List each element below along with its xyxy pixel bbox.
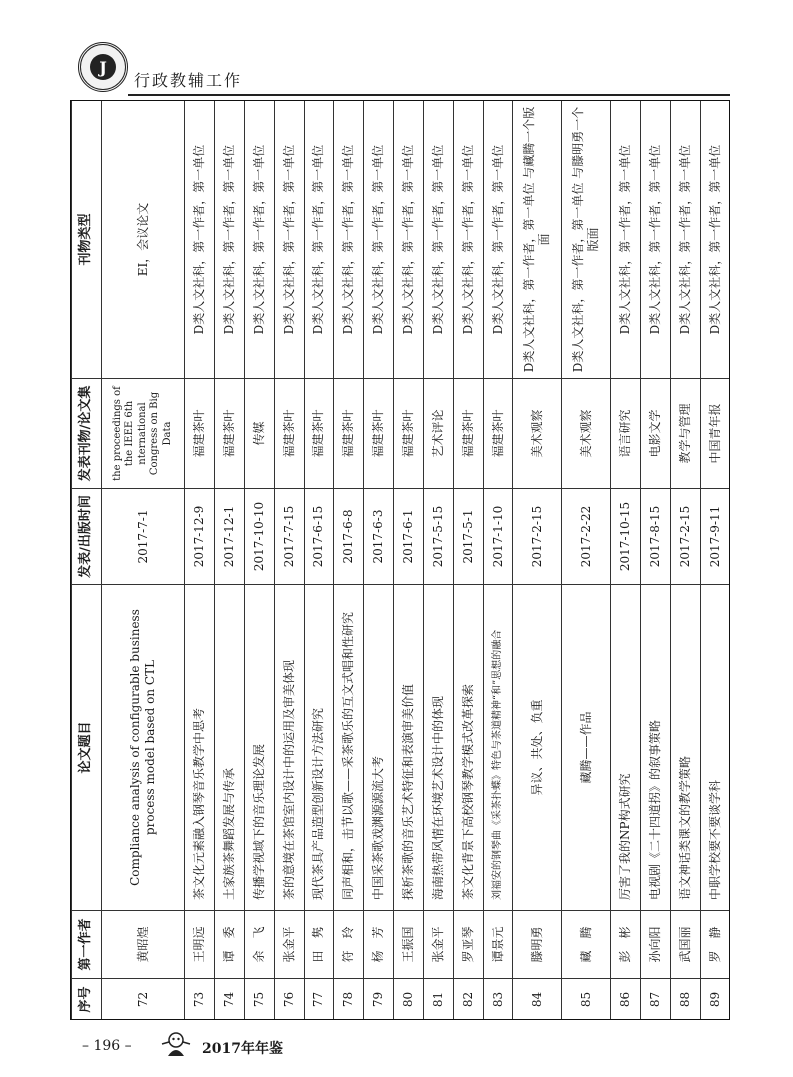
cell-venue: 美术观察	[562, 379, 611, 489]
cell-no: 82	[453, 979, 483, 1021]
cell-date: 2017-2-22	[562, 489, 611, 585]
cell-date: 2017-12-1	[214, 489, 244, 585]
cell-date: 2017-7-15	[274, 489, 304, 585]
cell-date: 2017-10-15	[611, 489, 641, 585]
section-title: 行政教辅工作	[134, 71, 243, 90]
cell-venue: 语言研究	[611, 379, 641, 489]
cell-author: 张金平	[423, 911, 453, 979]
cell-date: 2017-6-3	[364, 489, 394, 585]
cell-date: 2017-5-15	[423, 489, 453, 585]
cell-venue: 艺术评论	[423, 379, 453, 489]
cell-venue: 福建茶叶	[214, 379, 244, 489]
cell-date: 2017-7-1	[102, 489, 185, 585]
cell-no: 74	[214, 979, 244, 1021]
cell-venue: 福建茶叶	[334, 379, 364, 489]
cell-title: 茶文化背景下高校钢琴教学模式改革探索	[453, 585, 483, 911]
cell-title: 藏腾——作品	[562, 585, 611, 911]
table-row	[334, 101, 364, 1021]
cell-title: 茶的意境在茶馆室内设计中的运用及审美体现	[274, 585, 304, 911]
cell-venue: 美术观察	[513, 379, 562, 489]
cell-title: 中国采茶歌戏渊源源流大考	[364, 585, 394, 911]
cell-title: 土家族茶舞蹈发展与传承	[214, 585, 244, 911]
cell-title: 海南热带风情在环境艺术设计中的体现	[423, 585, 453, 911]
cell-author: 田 隽	[304, 911, 334, 979]
yearbook-label: 2017年年鉴	[202, 1041, 283, 1057]
col-header-title: 论文题目	[72, 585, 102, 911]
table-row	[453, 101, 483, 1021]
cell-date: 2017-6-1	[394, 489, 424, 585]
cell-type: D类人文社科，第一作者，第一单位 与滕明勇一个版面	[562, 101, 611, 379]
page-header	[70, 36, 730, 98]
table-row	[244, 101, 274, 1021]
cell-type: D类人文社科，第一作者，第一单位 与藏腾一个版面	[513, 101, 562, 379]
cell-no: 77	[304, 979, 334, 1021]
cell-date: 2017-2-15	[513, 489, 562, 585]
cell-venue: 中国青年报	[701, 379, 730, 489]
cell-venue: 福建茶叶	[453, 379, 483, 489]
table-row	[611, 101, 641, 1021]
cell-no: 79	[364, 979, 394, 1021]
cell-title: 异议、共处、负重	[513, 585, 562, 911]
cell-author: 罗亚琴	[453, 911, 483, 979]
cell-no: 87	[641, 979, 671, 1021]
mascot-icon	[158, 1030, 194, 1058]
table-row	[483, 101, 513, 1021]
page-footer	[70, 1034, 470, 1058]
table-row	[185, 101, 215, 1021]
cell-type: D类人文社科，第一作者，第一单位	[394, 101, 424, 379]
cell-title: 探析茶歌的音乐艺术特征和表演审美价值	[394, 585, 424, 911]
cell-type: D类人文社科，第一作者，第一单位	[671, 101, 701, 379]
cell-type: D类人文社科，第一作者，第一单位	[453, 101, 483, 379]
cell-type: D类人文社科，第一作者，第一单位	[364, 101, 394, 379]
table-row	[423, 101, 453, 1021]
cell-author: 谭 委	[214, 911, 244, 979]
cell-venue: 福建茶叶	[483, 379, 513, 489]
cell-venue: 福建茶叶	[185, 379, 215, 489]
cell-title: 刘福安的钢琴曲《采茶扑蝶》特色与茶道精神“和”思想的融合	[483, 585, 513, 911]
cell-venue: 福建茶叶	[304, 379, 334, 489]
table-row	[671, 101, 701, 1021]
table-row	[102, 101, 185, 1021]
university-seal-icon: J	[78, 42, 128, 92]
cell-no: 73	[185, 979, 215, 1021]
cell-venue: 传媒	[244, 379, 274, 489]
cell-author: 王振国	[394, 911, 424, 979]
cell-no: 75	[244, 979, 274, 1021]
cell-venue: 教学与管理	[671, 379, 701, 489]
cell-date: 2017-6-15	[304, 489, 334, 585]
table-row	[641, 101, 671, 1021]
cell-type: D类人文社科，第一作者，第一单位	[641, 101, 671, 379]
cell-author: 余 飞	[244, 911, 274, 979]
table-row	[364, 101, 394, 1021]
cell-author: 谭景元	[483, 911, 513, 979]
cell-venue: 福建茶叶	[394, 379, 424, 489]
cell-author: 张金平	[274, 911, 304, 979]
cell-author: 罗 静	[701, 911, 730, 979]
cell-no: 88	[671, 979, 701, 1021]
cell-type: D类人文社科，第一作者，第一单位	[701, 101, 730, 379]
cell-no: 76	[274, 979, 304, 1021]
cell-date: 2017-2-15	[671, 489, 701, 585]
col-header-type: 刊物类型	[72, 101, 102, 379]
cell-date: 2017-1-10	[483, 489, 513, 585]
cell-date: 2017-8-15	[641, 489, 671, 585]
cell-no: 89	[701, 979, 730, 1021]
cell-type: D类人文社科，第一作者，第一单位	[483, 101, 513, 379]
cell-date: 2017-5-1	[453, 489, 483, 585]
cell-date: 2017-10-10	[244, 489, 274, 585]
table-row	[214, 101, 244, 1021]
cell-author: 武国丽	[671, 911, 701, 979]
cell-title: 同声相和，击节以歌——采茶歌乐的互文式唱和性研究	[334, 585, 364, 911]
col-header-date: 发表/出版时间	[72, 489, 102, 585]
cell-author: 王明远	[185, 911, 215, 979]
cell-title: 茶文化元素融入钢琴音乐教学中思考	[185, 585, 215, 911]
col-header-author: 第一作者	[72, 911, 102, 979]
papers-table-area	[70, 100, 730, 1020]
cell-type: D类人文社科，第一作者，第一单位	[274, 101, 304, 379]
table-row	[701, 101, 730, 1021]
cell-no: 72	[102, 979, 185, 1021]
cell-type: D类人文社科，第一作者，第一单位	[423, 101, 453, 379]
page-number: – 196 –	[82, 1038, 132, 1054]
cell-no: 86	[611, 979, 641, 1021]
cell-author: 藏 腾	[562, 911, 611, 979]
table-row	[513, 101, 562, 1021]
cell-title: 厉害了我的NP构式研究	[611, 585, 641, 911]
cell-no: 81	[423, 979, 453, 1021]
cell-type: D类人文社科，第一作者，第一单位	[304, 101, 334, 379]
cell-venue: 电影文学	[641, 379, 671, 489]
cell-author: 滕明勇	[513, 911, 562, 979]
table-row	[394, 101, 424, 1021]
cell-author: 黄昭煌	[102, 911, 185, 979]
cell-no: 84	[513, 979, 562, 1021]
cell-no: 80	[394, 979, 424, 1021]
table-header-row	[72, 101, 102, 1021]
table-row	[562, 101, 611, 1021]
table-row	[274, 101, 304, 1021]
col-header-venue: 发表刊物/论文集	[72, 379, 102, 489]
col-header-no: 序号	[72, 979, 102, 1021]
cell-author: 孙向阳	[641, 911, 671, 979]
cell-author: 杨 芳	[364, 911, 394, 979]
cell-type: D类人文社科，第一作者，第一单位	[214, 101, 244, 379]
cell-no: 83	[483, 979, 513, 1021]
cell-title: 语文神话类课文的教学策略	[671, 585, 701, 911]
cell-date: 2017-9-11	[701, 489, 730, 585]
cell-author: 符 玲	[334, 911, 364, 979]
cell-type: D类人文社科，第一作者，第一单位	[334, 101, 364, 379]
cell-venue: 福建茶叶	[364, 379, 394, 489]
cell-title: 电视剧《二十四道拐》的叙事策略	[641, 585, 671, 911]
papers-table	[71, 100, 730, 1020]
cell-date: 2017-6-8	[334, 489, 364, 585]
cell-type: D类人文社科，第一作者，第一单位	[611, 101, 641, 379]
cell-title: 现代茶具产品造型创新设计方法研究	[304, 585, 334, 911]
cell-no: 78	[334, 979, 364, 1021]
header-divider	[128, 94, 730, 96]
cell-title: 传播学视域下的音乐理论发展	[244, 585, 274, 911]
cell-type: D类人文社科，第一作者，第一单位	[185, 101, 215, 379]
cell-title: 中职学校要不要谈学科	[701, 585, 730, 911]
cell-venue: the proceedings of the IEEE 6th nternational Congress on Big Data	[102, 379, 185, 489]
table-row	[304, 101, 334, 1021]
cell-venue: 福建茶叶	[274, 379, 304, 489]
cell-no: 85	[562, 979, 611, 1021]
cell-type: D类人文社科，第一作者，第一单位	[244, 101, 274, 379]
cell-title: Compliance analysis of configurable business process model based on CTL	[102, 585, 185, 911]
cell-date: 2017-12-9	[185, 489, 215, 585]
cell-type: EI，会议论文	[102, 101, 185, 379]
cell-author: 彭 彬	[611, 911, 641, 979]
